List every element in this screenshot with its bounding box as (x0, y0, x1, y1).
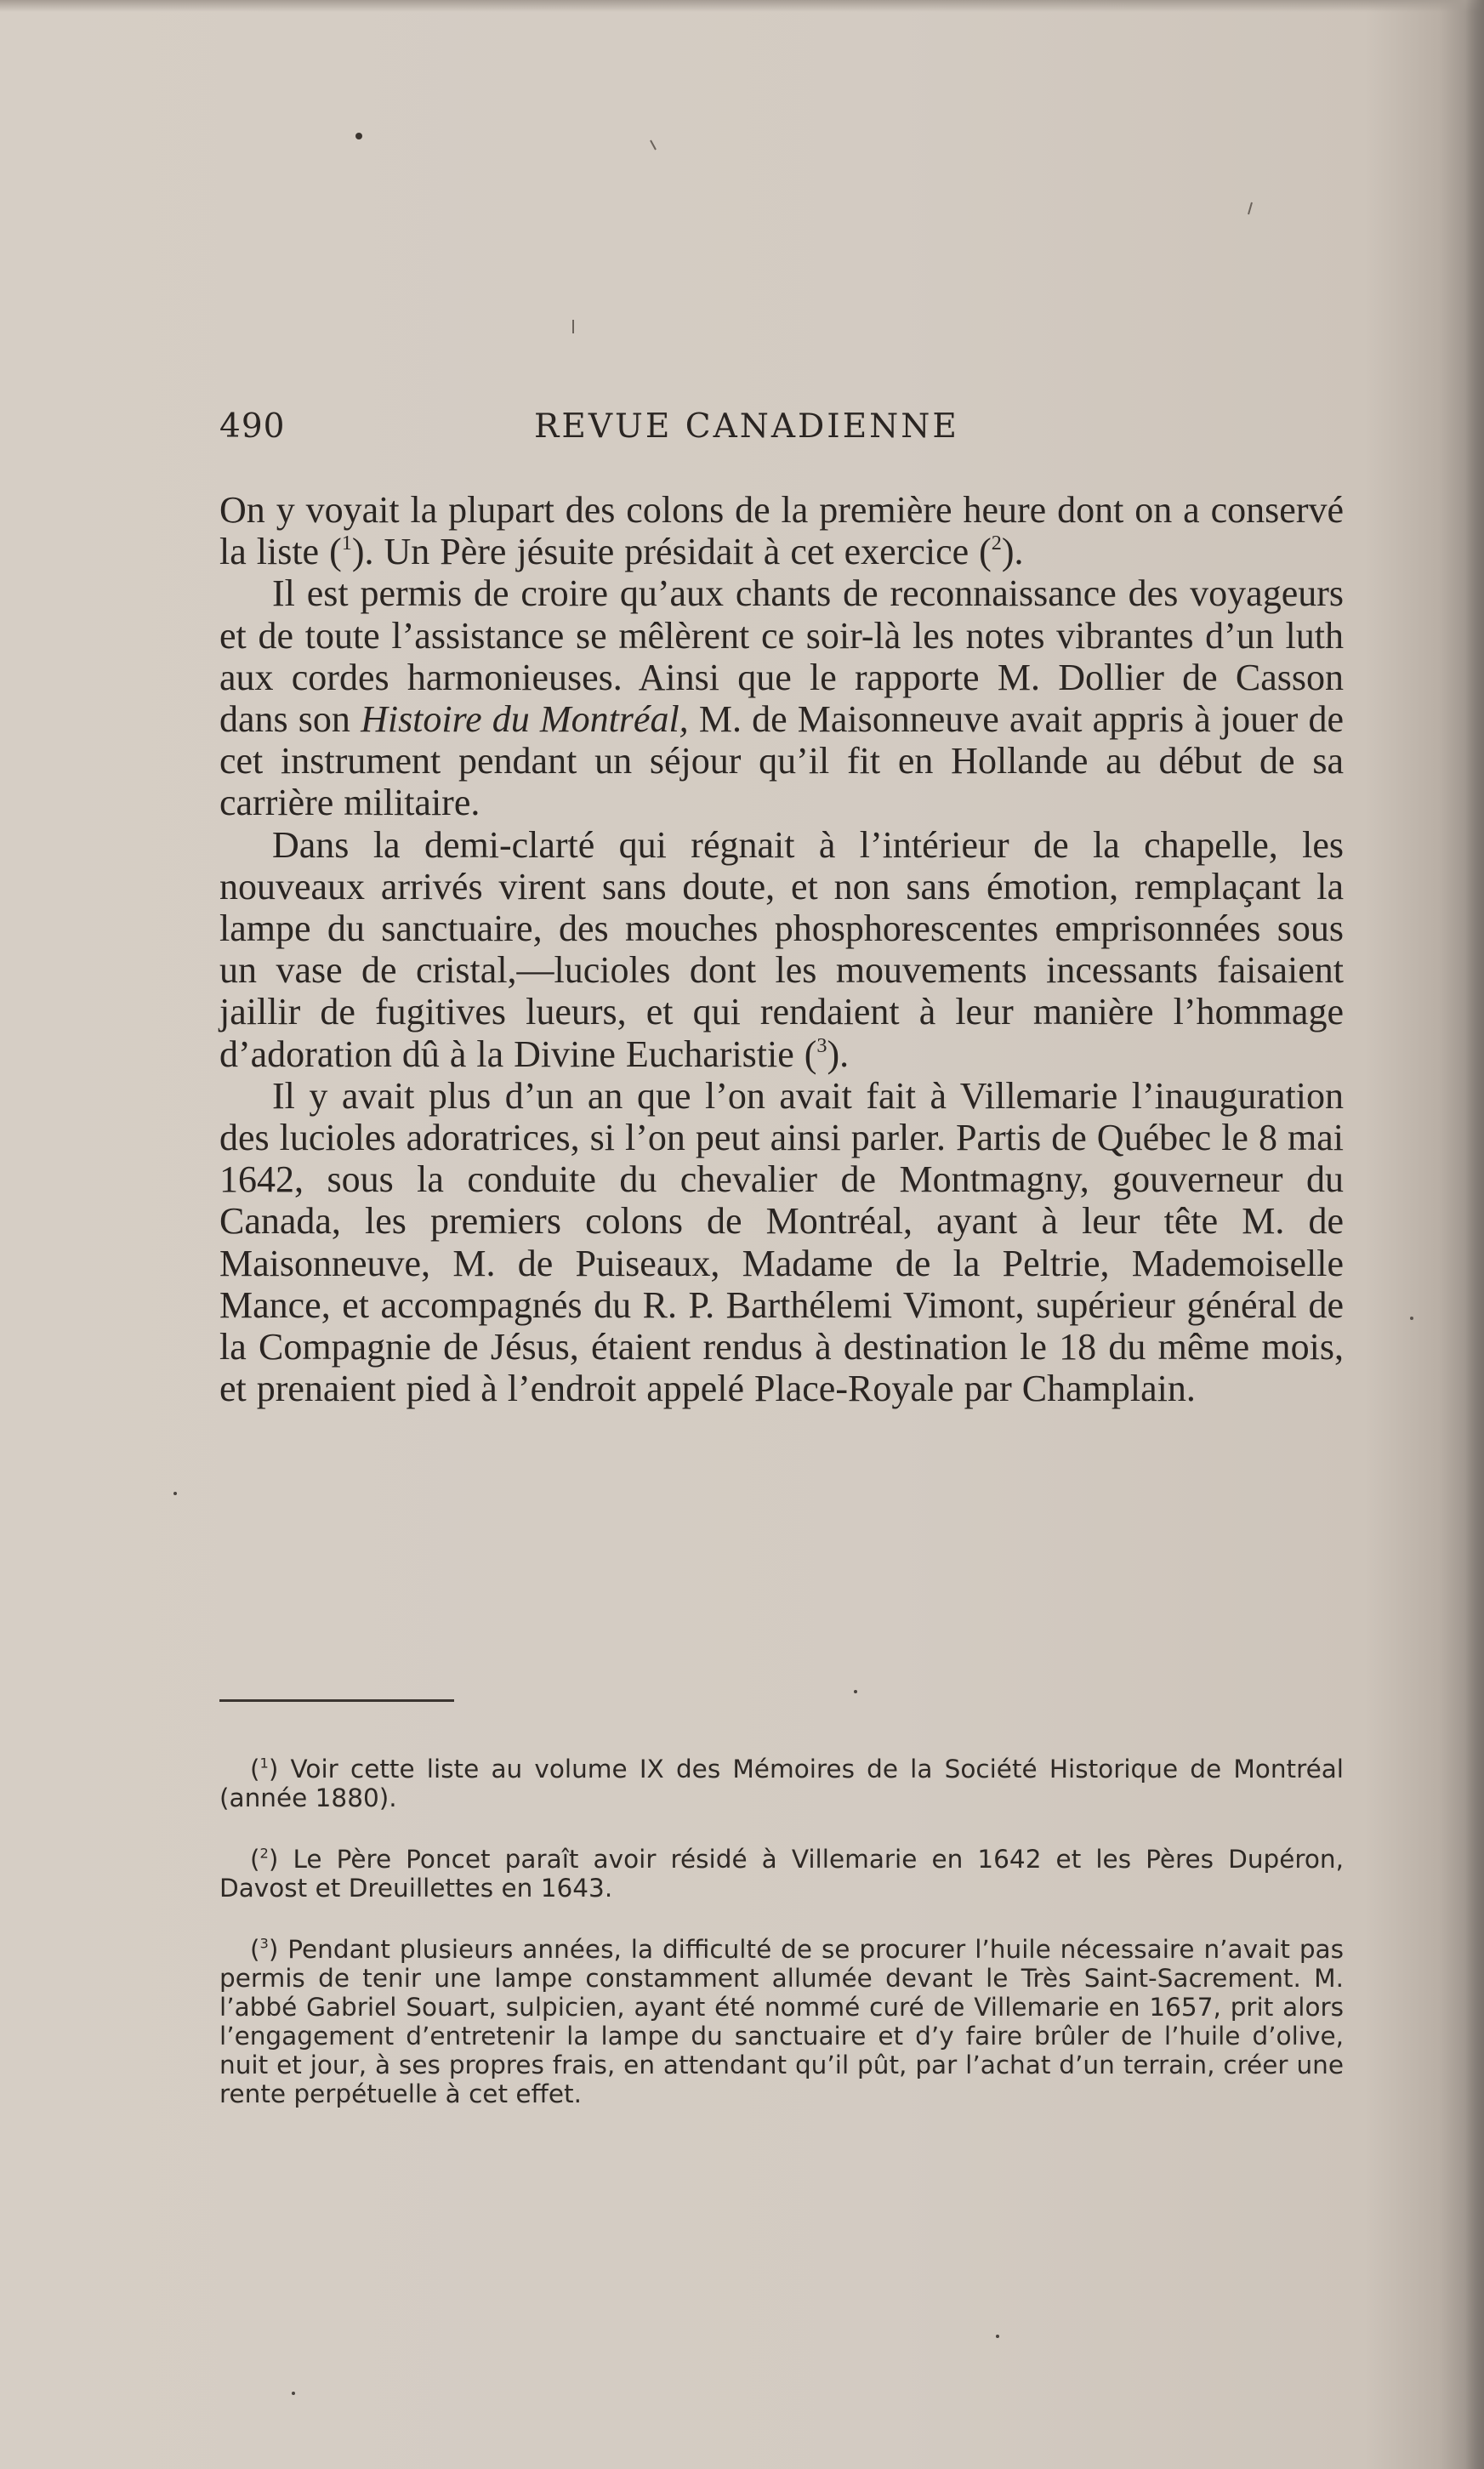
running-head (219, 401, 1344, 452)
footnote-ref: 2 (991, 532, 1002, 555)
book-title: Histoire du Montréal, (361, 698, 689, 741)
body-text (219, 489, 1344, 1409)
journal-title: REVUE CANADIENNE (534, 407, 959, 446)
footnote-divider (219, 1699, 454, 1702)
paragraph: Il y avait plus d’un an que l’on avait fait à Villemarie l’inauguration des lucioles adoratrices, si l’on peut ainsi parler. Partis de Québec le 8 mai 1642, sous la conduite du chevalier de Montmagny, gouverneur du Canada, les premiers colons de Montréal, ayant à leur tête M. de Maisonneuve, M. de Puiseaux, Madame de la Peltrie, Mademoiselle Mance, et accompagnés du R. P. Barthélemi Vimont, supérieur général de la Compagnie de Jésus, étaient rendus à destination le 18 du même mois, et prenaient pied à l’endroit appelé Place-Royale par Champlain. (219, 1074, 1344, 1410)
footnote: ($^3$) Pendant plusieurs années, la difficulté de se procurer l’huile nécessaire n’avait pas permis de tenir une lampe constamment allumée devant le Très Saint-Sacrement. M. l’abbé Gabriel Souart, sulpicien, ayant été nommé curé de Villemarie en 1657, prit alors l’engagement d’entretenir la lampe du sanctuaire et d’y faire brûler de l’huile d’olive, nuit et jour, à ses propres frais, en attendant qu’il pût, par l’achat d’un terrain, créer une rente perpétuelle à cet effet. (219, 1935, 1344, 2108)
footnote: ($^1$) Voir cette liste au volume IX des Mémoires de la Société Historique de Montréal (année 1880). (219, 1755, 1344, 1812)
footnote-marker: 1 (259, 1755, 269, 1772)
footnote: ($^2$) Le Père Poncet paraît avoir résidé à Villemarie en 1642 et les Pères Dupéron, Davost et Dreuillettes en 1643. (219, 1845, 1344, 1903)
footnote-ref: 3 (816, 1033, 827, 1057)
footnote-marker: 3 (259, 1935, 269, 1952)
paragraph: Dans la demi-clarté qui régnait à l’intérieur de la chapelle, les nouveaux arrivés virent sans doute, et non sans émotion, remplaçant la lampe du sanctuaire, des mouches phosphorescentes emprisonnées sous un vase de cristal,—lucioles dont les mouvements incessants faisaient jaillir de fugitives lueurs, et qui rendaient à leur manière l’hommage d’adoration dû à la Divine Eucharistie ($^3$). (219, 823, 1344, 1075)
footnote-ref: 1 (341, 532, 352, 555)
footnote-marker: 2 (259, 1845, 269, 1862)
footnotes (219, 1755, 1344, 2141)
paragraph: Il est permis de croire qu’aux chants de reconnaissance des voyageurs et de toute l’assistance se mêlèrent ce soir-là les notes vibrantes d’un luth aux cordes harmonieuses. Ainsi que le rapporte M. Dollier de Casson dans son Histoire du Montréal, M. de Maisonneuve avait appris à jouer de cet instrument pendant un séjour qu’il fit en Hollande au début de sa carrière militaire. (219, 572, 1344, 824)
paragraph: On y voyait la plupart des colons de la première heure dont on a conservé la liste ($^1$). Un Père jésuite présidait à cet exercice ($^2$). (219, 489, 1344, 573)
page-number: 490 (219, 407, 286, 446)
